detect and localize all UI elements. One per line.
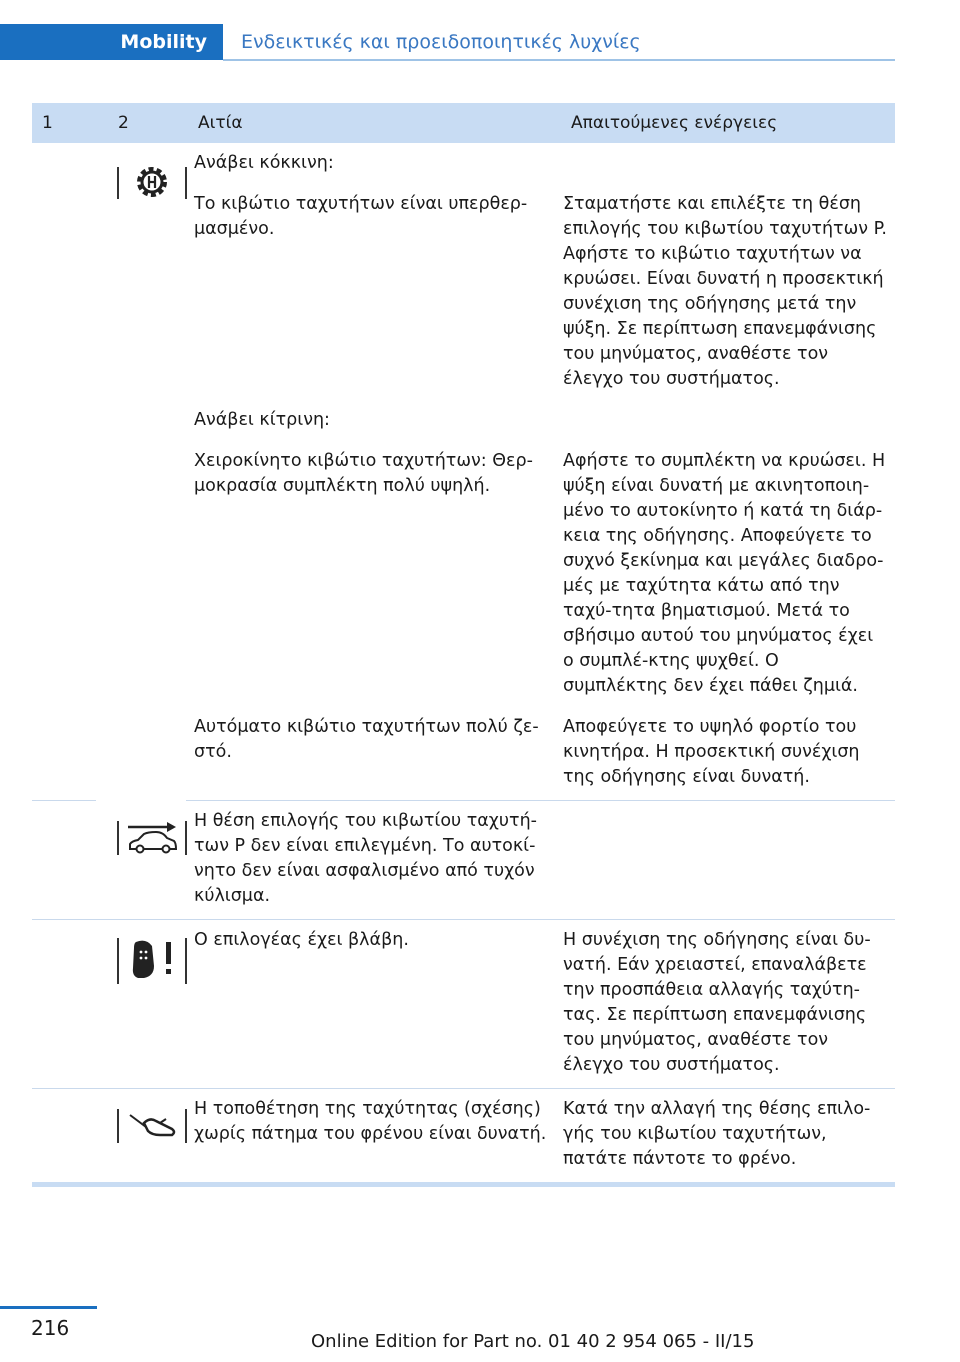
car-rolling-away-icon	[116, 813, 188, 869]
cause-cell: Ανάβει κόκκινη:	[194, 153, 334, 173]
header-rule	[223, 59, 895, 61]
warning-lights-table	[32, 103, 895, 1187]
table-row	[32, 1089, 895, 1185]
transmission-gear-warning-icon	[116, 155, 188, 211]
column-header-2: 2	[96, 103, 186, 143]
cause-cell: Η θέση επιλογής του κιβωτίου ταχυτή-των P δεν είναι επιλεγμένη. Το αυτοκί-νητο δεν είναι ασφαλισμένο από τυχόν κύλισμα.	[186, 801, 559, 920]
gear-selector-fault-icon	[116, 932, 188, 988]
cause-cell: Αυτόματο κιβώτιο ταχυτήτων πολύ ζε-στό.	[186, 707, 559, 801]
table-row	[32, 143, 895, 184]
page-number: 216	[31, 1316, 70, 1340]
edition-footer: Online Edition for Part no. 01 40 2 954 065 - II/15	[311, 1331, 755, 1352]
foot-brake-not-pressed-icon	[116, 1101, 188, 1157]
footer-rule	[0, 1306, 97, 1309]
cause-cell: Χειροκίνητο κιβώτιο ταχυτήτων: Θερ-μοκρασία συμπλέκτη πολύ υψηλή.	[194, 451, 533, 496]
action-cell	[559, 801, 895, 920]
cause-cell: Το κιβώτιο ταχυτήτων είναι υπερθερ-μασμένο.	[194, 194, 528, 239]
action-cell	[559, 143, 895, 184]
table-row	[32, 801, 895, 920]
header-section-tab: Mobility	[0, 24, 223, 60]
column-header-action: Απαιτούμενες ενέργειες	[559, 103, 895, 143]
action-cell: Κατά την αλλαγή της θέσης επιλο-γής του κιβωτίου ταχυτήτων, πατάτε πάντοτε το φρένο.	[559, 1089, 895, 1185]
action-cell: Αφήστε το συμπλέκτη να κρυώσει. Η ψύξη είναι δυνατή με ακινητοποιη-μένο το αυτοκίνητο ή κατά τη διάρ-κεια της οδήγησης. Αποφεύγετε το συχνό ξεκίνημα και μεγάλες διαδρο-μές με ταχύτητα κάτω από την ταχύ-τητα βηματισμού. Μετά το σβήσιμο αυτού του μηνύματος έχει ο συμπλέ-κτης ψυχθεί. Ο συμπλέκτης δεν έχει πάθει ζημιά.	[563, 451, 886, 696]
table-row	[32, 920, 895, 1089]
table-header-row	[32, 103, 895, 143]
header-chapter-title: Ενδεικτικές και προειδοποιητικές λυχνίες	[241, 31, 641, 53]
action-cell	[559, 400, 895, 441]
action-cell: Η συνέχιση της οδήγησης είναι δυ-νατή. Εάν χρειαστεί, επαναλάβετε την προσπάθεια αλλαγής ταχύτη-τας. Σε περίπτωση επανεμφάνισης του μηνύματος, αναθέστε τον έλεγχο του συστήματος.	[559, 920, 895, 1089]
action-cell: Σταματήστε και επιλέξτε τη θέση επιλογής του κιβωτίου ταχυτήτων P. Αφήστε το κιβώτιο ταχυτήτων να κρυώσει. Είναι δυνατή η προσεκτική συνέχιση της οδήγησης μετά την ψύξη. Σε περίπτωση επανεμφάνισης του μηνύματος, αναθέστε τον έλεγχο του συστήματος.	[563, 194, 887, 389]
action-cell: Αποφεύγετε το υψηλό φορτίο του κινητήρα. Η προσεκτική συνέχιση της οδήγησης είναι δυνατή.	[559, 707, 895, 801]
column-header-1: 1	[32, 103, 96, 143]
cause-cell: Ο επιλογέας έχει βλάβη.	[186, 920, 559, 1089]
cause-cell: Η τοποθέτηση της ταχύτητας (σχέσης) χωρίς πάτημα του φρένου είναι δυνατή.	[186, 1089, 559, 1185]
cause-cell: Ανάβει κίτρινη:	[194, 410, 330, 430]
column-header-cause: Αιτία	[186, 103, 559, 143]
